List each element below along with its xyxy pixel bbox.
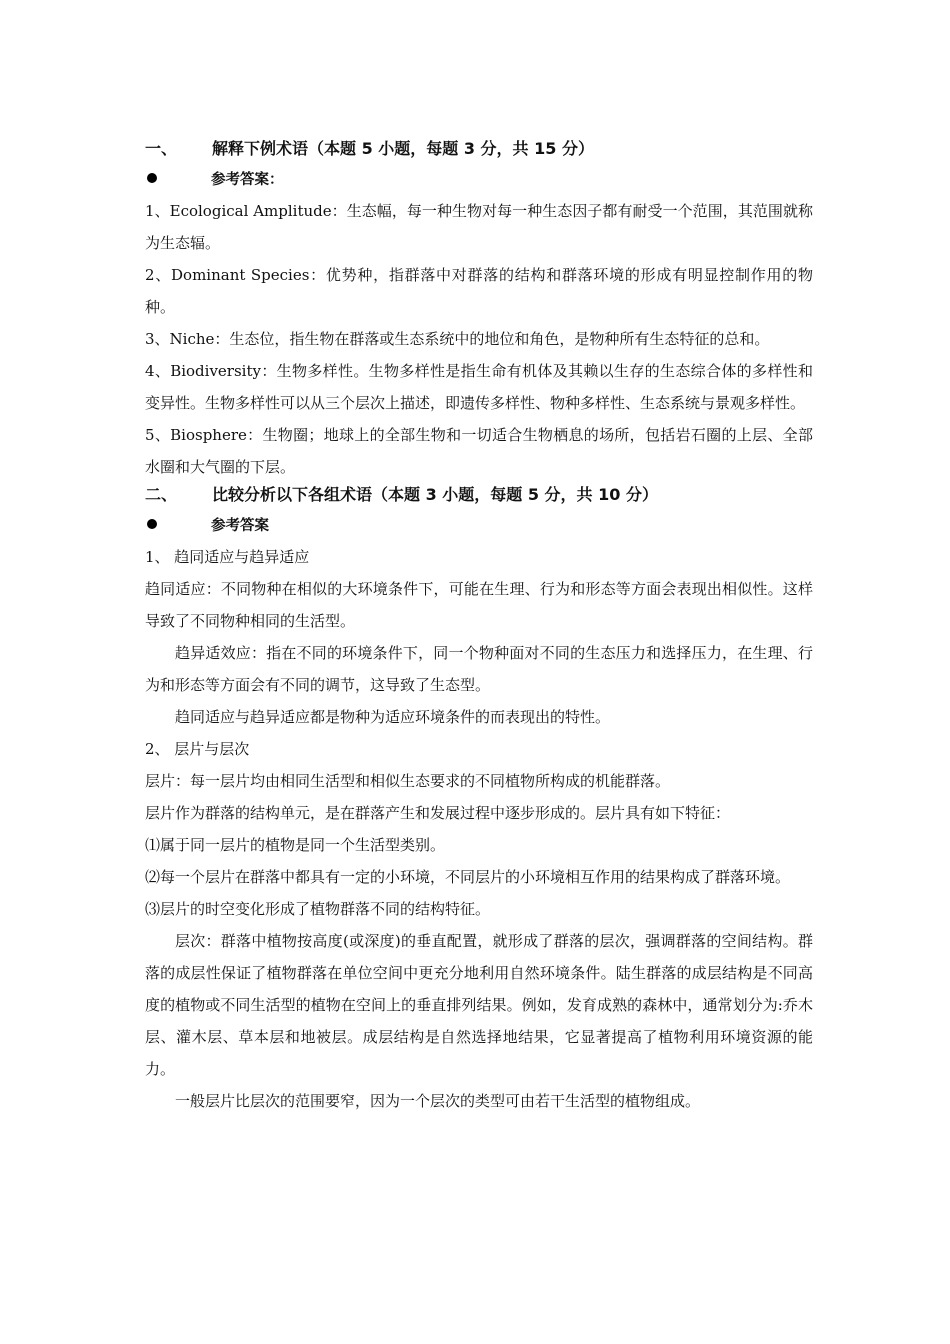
question-2-paragraph: 一般层片比层次的范围要窄，因为一个层次的类型可由若干生活型的植物组成。: [175, 1092, 701, 1110]
section-2-heading: [145, 483, 813, 507]
document-page: [145, 137, 813, 1117]
term-item-2: 2、Dominant Species：优势种，指群落中对群落的结构和群落环境的形成有明显控制作用的物种。: [145, 266, 813, 316]
bullet-icon: [147, 173, 157, 183]
question-2-paragraph: 层片：每一层片均由相同生活型和相似生态要求的不同植物所构成的机能群落。: [145, 772, 671, 790]
section-1-heading: [145, 137, 813, 161]
section-2-title: 比较分析以下各组术语（本题 3 小题，每题 5 分，共 10 分）: [212, 485, 658, 504]
term-item-4: 4、Biodiversity：生物多样性。生物多样性是指生命有机体及其赖以生存的生态综合体的多样性和变异性。生物多样性可以从三个层次上描述，即遗传多样性、物种多样性、生态系统与景观多样性。: [145, 362, 813, 412]
term-item-5: 5、Biosphere：生物圈；地球上的全部生物和一切适合生物栖息的场所，包括岩石圈的上层、全部水圈和大气圈的下层。: [145, 426, 813, 476]
question-1-paragraph: 趋异适效应：指在不同的环境条件下，同一个物种面对不同的生态压力和选择压力，在生理、行为和形态等方面会有不同的调节，这导致了生态型。: [145, 644, 813, 694]
question-1-heading: 1、 趋同适应与趋异适应: [145, 548, 310, 566]
section-2-answer-label: [145, 507, 813, 541]
question-2-paragraph: 层片作为群落的结构单元，是在群落产生和发展过程中逐步形成的。层片具有如下特征：: [145, 804, 731, 822]
bullet-icon: [147, 519, 157, 529]
feature-item-2: ⑵每一个层片在群落中都具有一定的小环境，不同层片的小环境相互作用的结果构成了群落环境。: [145, 868, 791, 886]
section-2-number: 二、: [145, 485, 178, 504]
section-1-number: 一、: [145, 139, 178, 158]
answer-label-text: 参考答案：: [211, 171, 284, 188]
answer-label-text: 参考答案: [211, 517, 269, 534]
feature-item-3: ⑶层片的时空变化形成了植物群落不同的结构特征。: [145, 900, 491, 918]
section-1-title: 解释下例术语（本题 5 小题，每题 3 分，共 15 分）: [212, 139, 594, 158]
section-1-answer-label: [145, 161, 813, 195]
term-item-1: 1、Ecological Amplitude：生态幅，每一种生物对每一种生态因子都有耐受一个范围，其范围就称为生态辐。: [145, 202, 813, 252]
question-2-heading: 2、 层片与层次: [145, 740, 250, 758]
term-item-3: 3、Niche：生态位，指生物在群落或生态系统中的地位和角色，是物种所有生态特征的总和。: [145, 330, 770, 348]
question-2-paragraph: 层次：群落中植物按高度(或深度)的垂直配置，就形成了群落的层次，强调群落的空间结构。群落的成层性保证了植物群落在单位空间中更充分地利用自然环境条件。陆生群落的成层结构是不同高度的植物或不同生活型的植物在空间上的垂直排列结果。例如，发育成熟的森林中，通常划分为:乔木层、灌木层、草本层和地被层。成层结构是自然选择地结果，它显著提高了植物利用环境资源的能力。: [145, 932, 813, 1078]
question-1-paragraph: 趋同适应：不同物种在相似的大环境条件下，可能在生理、行为和形态等方面会表现出相似性。这样导致了不同物种相同的生活型。: [145, 580, 813, 630]
question-1-paragraph: 趋同适应与趋异适应都是物种为适应环境条件的而表现出的特性。: [175, 708, 611, 726]
feature-item-1: ⑴属于同一层片的植物是同一个生活型类别。: [145, 836, 446, 854]
